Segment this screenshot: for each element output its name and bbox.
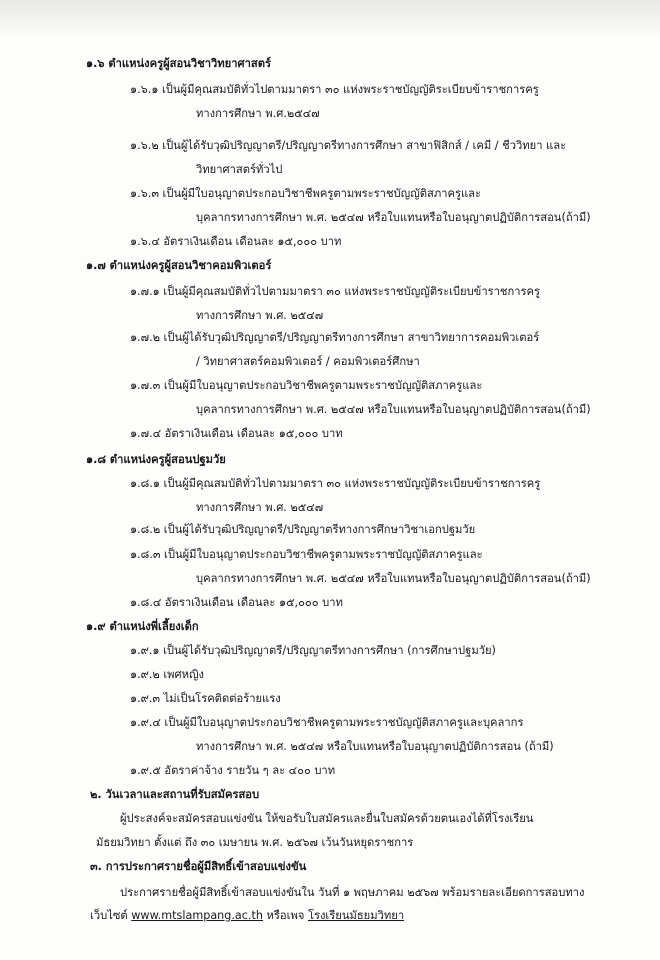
- item-1-7-4: ๑.๗.๔ อัตราเงินเดือน เดือนละ ๑๕,๐๐๐ บาท: [130, 427, 343, 440]
- item-1-8-3-cont: บุคลากรทางการศึกษา พ.ศ. ๒๕๔๗ หรือใบแทนหรือใบอนุญาตปฏิบัติการสอน(ถ้ามี): [196, 572, 591, 585]
- item-1-9-2: ๑.๙.๒ เพศหญิง: [130, 668, 205, 681]
- item-1-6-1: ๑.๖.๑ เป็นผู้มีคุณสมบัติทั่วไปตามมาตรา ๓๐ แห่งพระราชบัญญัติระเบียบข้าราชการครู: [130, 83, 539, 96]
- item-1-6-1-cont: ทางการศึกษา พ.ศ.๒๕๔๗: [196, 107, 320, 120]
- item-1-6-3-cont: บุคลากรทางการศึกษา พ.ศ. ๒๕๔๗ หรือใบแทนหรือใบอนุญาตปฏิบัติการสอน(ถ้ามี): [196, 211, 591, 224]
- item-1-9-4-cont: ทางการศึกษา พ.ศ. ๒๕๔๗ หรือใบแทนหรือใบอนุญาตปฏิบัติการสอน (ถ้ามี): [196, 740, 554, 753]
- scan-shadow: [0, 0, 660, 38]
- section-1-8-heading: ๑.๘ ตำแหน่งครูผู้สอนปฐมวัย: [86, 453, 226, 466]
- item-1-8-1: ๑.๘.๑ เป็นผู้มีคุณสมบัติทั่วไปตามมาตรา ๓๐ แห่งพระราชบัญญัติระเบียบข้าราชการครู: [130, 477, 541, 490]
- section-2-para-line1: ผู้ประสงค์จะสมัครสอบแข่งขัน ให้ขอรับใบสมัครและยื่นใบสมัครด้วยตนเองได้ที่โรงเรียน: [120, 812, 534, 825]
- website-link[interactable]: www.mtslampang.ac.th: [131, 909, 263, 922]
- page-prefix: หรือเพจ: [266, 909, 305, 922]
- item-1-7-2-cont: / วิทยาศาสตร์คอมพิวเตอร์ / คอมพิวเตอร์ศึกษา: [196, 355, 420, 368]
- item-1-6-2: ๑.๖.๒ เป็นผู้ได้รับวุฒิปริญญาตรี/ปริญญาตรีทางการศึกษา สาขาฟิสิกส์ / เคมี / ชีววิทยา และ: [130, 139, 567, 152]
- item-1-8-4: ๑.๘.๔ อัตราเงินเดือน เดือนละ ๑๕,๐๐๐ บาท: [130, 596, 343, 609]
- section-1-7-heading: ๑.๗ ตำแหน่งครูผู้สอนวิชาคอมพิวเตอร์: [86, 259, 272, 272]
- website-prefix: เว็บไซต์: [90, 909, 128, 922]
- item-1-8-1-cont: ทางการศึกษา พ.ศ. ๒๕๔๗: [196, 501, 324, 514]
- section-2-heading: ๒. วันเวลาและสถานที่รับสมัครสอบ: [90, 788, 260, 801]
- item-1-7-1-cont: ทางการศึกษา พ.ศ. ๒๕๔๗: [196, 309, 324, 322]
- item-1-6-2-cont: วิทยาศาสตร์ทั่วไป: [196, 163, 283, 176]
- section-1-6-heading: ๑.๖ ตำแหน่งครูผู้สอนวิชาวิทยาศาสตร์: [86, 57, 271, 70]
- section-3-para-line1: ประกาศรายชื่อผู้มีสิทธิ์เข้าสอบแข่งขันใน วันที่ ๑ พฤษภาคม ๒๕๖๗ พร้อมรายละเอียดการสอบทาง: [120, 886, 585, 899]
- item-1-8-2: ๑.๘.๒ เป็นผู้ได้รับวุฒิปริญญาตรี/ปริญญาตรีทางการศึกษาวิชาเอกปฐมวัย: [130, 523, 476, 536]
- item-1-9-3: ๑.๙.๓ ไม่เป็นโรคติดต่อร้ายแรง: [130, 692, 281, 705]
- item-1-9-5: ๑.๙.๕ อัตราค่าจ้าง รายวัน ๆ ละ ๔๐๐ บาท: [130, 764, 336, 777]
- item-1-8-3: ๑.๘.๓ เป็นผู้มีใบอนุญาตประกอบวิชาชีพครูตามพระราชบัญญัติสภาครูและ: [130, 548, 483, 561]
- item-1-7-2: ๑.๗.๒ เป็นผู้ได้รับวุฒิปริญญาตรี/ปริญญาตรีทางการศึกษา สาขาวิทยาการคอมพิวเตอร์: [130, 331, 540, 344]
- item-1-7-3-cont: บุคลากรทางการศึกษา พ.ศ. ๒๕๔๗ หรือใบแทนหรือใบอนุญาตปฏิบัติการสอน(ถ้ามี): [196, 403, 591, 416]
- section-3-heading: ๓. การประกาศรายชื่อผู้มีสิทธิ์เข้าสอบแข่งขัน: [90, 860, 307, 873]
- item-1-9-1: ๑.๙.๑ เป็นผู้ได้รับวุฒิปริญญาตรี/ปริญญาตรีทางการศึกษา (การศึกษาปฐมวัย): [130, 644, 496, 657]
- item-1-9-4: ๑.๙.๔ เป็นผู้มีใบอนุญาตประกอบวิชาชีพครูตามพระราชบัญญัติสภาครูและบุคลากร: [130, 716, 524, 729]
- item-1-6-3: ๑.๖.๓ เป็นผู้มีใบอนุญาตประกอบวิชาชีพครูตามพระราชบัญญัติสภาครูและ: [130, 187, 482, 200]
- item-1-7-1: ๑.๗.๑ เป็นผู้มีคุณสมบัติทั่วไปตามมาตรา ๓๐ แห่งพระราชบัญญัติระเบียบข้าราชการครู: [130, 285, 541, 298]
- item-1-6-4: ๑.๖.๔ อัตราเงินเดือน เดือนละ ๑๕,๐๐๐ บาท: [130, 235, 342, 248]
- item-1-7-3: ๑.๗.๓ เป็นผู้มีใบอนุญาตประกอบวิชาชีพครูตามพระราชบัญญัติสภาครูและ: [130, 379, 483, 392]
- section-2-para-line2: มัธยมวิทยา ตั้งแต่ ถึง ๓๐ เมษายน พ.ศ. ๒๕๖๗ เว้นวันหยุดราชการ: [96, 836, 414, 849]
- facebook-page-link[interactable]: โรงเรียนมัธยมวิทยา: [307, 909, 405, 922]
- section-3-para-line2: [90, 906, 404, 926]
- section-1-9-heading: ๑.๙ ตำแหน่งพี่เลี้ยงเด็ก: [86, 620, 199, 633]
